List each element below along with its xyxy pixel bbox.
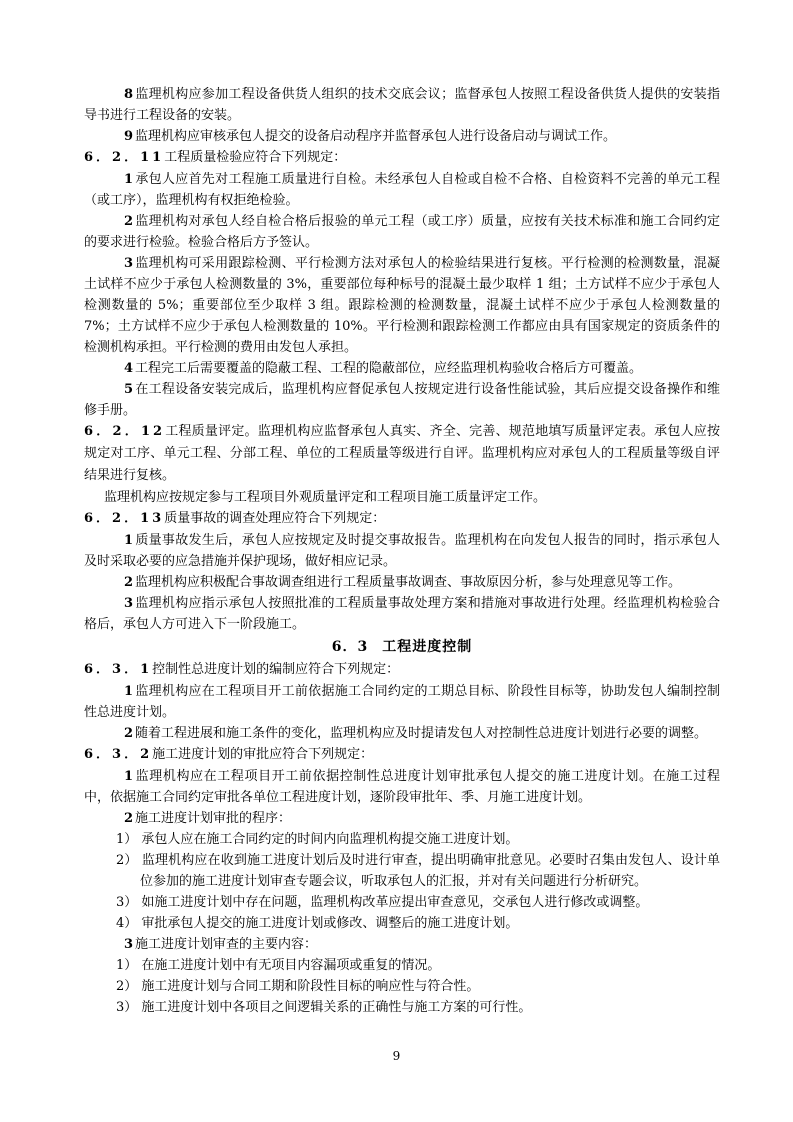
clause-number: 6．2．12 [84, 424, 166, 439]
paragraph-text: 随着工程进展和施工条件的变化，监理机构应及时提请发包人对控制性总进度计划进行必要的调整。 [135, 726, 708, 741]
clause [84, 508, 720, 530]
paragraph-text: 工程完工后需要覆盖的隐蔽工程、工程的隐蔽部位，应经监理机构验收合格后方可覆盖。 [135, 361, 643, 376]
list-item-text: 如施工进度计划中存在问题，监理机构改革应提出审查意见，交承包人进行修改或调整。 [141, 895, 649, 910]
paragraph [84, 211, 720, 253]
paragraph [84, 723, 720, 744]
section-title [84, 635, 720, 659]
clause-text: 工程质量评定。监理机构应监督承包人真实、齐全、完善、规范地填写质量评定表。承包人应按规定对工序、单元工程、分部工程、单位的工程质量等级进行自评。监理机构应对承包人的工程质量等级自评结果进行复核。 [84, 424, 720, 483]
clause [84, 421, 720, 487]
list-item-number: 3） [116, 1000, 138, 1015]
item-number: 4 [124, 361, 134, 376]
paragraph-text: 监理机构应积极配合事故调查组进行工程质量事故调查、事故原因分析，参与处理意见等工作。 [135, 575, 682, 590]
clause [84, 744, 720, 766]
list-item-number: 2） [116, 853, 138, 868]
list-item [84, 913, 720, 934]
paragraph-text: 施工进度计划审查的主要内容： [135, 937, 318, 952]
item-number: 1 [124, 684, 134, 699]
item-number: 1 [124, 172, 134, 187]
paragraph-text: 监理机构应按规定参与工程项目外观质量评定和工程项目施工质量评定工作。 [104, 490, 547, 505]
paragraph-text: 监理机构可采用跟踪检测、平行检测方法对承包人的检验结果进行复核。平行检测的检测数量，混凝土试样不应少于承包人检测数量的 3%，重要部位每种标号的混凝土最少取样 1 组；土方试样不应少于承包人检测数量的 5%；重要部位至少取样 3 组。跟踪检测的检测数量，混凝土试样不应少于承包人检测数量的 7%；土方试样不应少于承包人检测数量的 10%。平行检测和跟踪检测工作都应由具有国家规定的资质条件的检测机构承担。平行检测的费用由发包人承担。 [84, 256, 720, 355]
clause [84, 659, 720, 681]
paragraph-text: 承包人应首先对工程施工质量进行自检。未经承包人自检或自检不合格、自检资料不完善的单元工程（或工序），监理机构有权拒绝检验。 [84, 172, 720, 208]
clause-text: 施工进度计划的审批应符合下列规定： [152, 747, 374, 762]
item-number: 9 [124, 129, 134, 144]
clause-text: 质量事故的调查处理应符合下列规定： [164, 511, 386, 526]
item-number: 3 [124, 596, 134, 611]
list-item-number: 4） [116, 916, 138, 931]
paragraph [84, 169, 720, 211]
item-number: 2 [124, 726, 134, 741]
item-number: 3 [124, 937, 134, 952]
paragraph-text: 监理机构应在工程项目开工前依据施工合同约定的工期总目标、阶段性目标等，协助发包人编制控制性总进度计划。 [84, 684, 720, 720]
paragraph [84, 379, 720, 421]
list-item-text: 监理机构应在收到施工进度计划后及时进行审查，提出明确审批意见。必要时召集由发包人、设计单位参加的施工进度计划审查专题会议，听取承包人的汇报，并对有关问题进行分析研究。 [140, 853, 720, 889]
paragraph [84, 934, 720, 955]
clause-text: 工程质量检验应符合下列规定： [164, 150, 347, 165]
paragraph [84, 530, 720, 572]
paragraph [84, 253, 720, 358]
item-number: 1 [124, 533, 134, 548]
item-number: 2 [124, 575, 134, 590]
paragraph-text: 监理机构应审核承包人提交的设备启动程序并监督承包人进行设备启动与调试工作。 [135, 129, 617, 144]
list-item-text: 承包人应在施工合同约定的时间内向监理机构提交施工进度计划。 [141, 832, 519, 847]
list-item-number: 1） [116, 832, 138, 847]
list-item [84, 997, 720, 1018]
clause-number: 6．2．11 [84, 150, 165, 165]
list-item-text: 施工进度计划中各项目之间逻辑关系的正确性与施工方案的可行性。 [141, 1000, 532, 1015]
paragraph-text: 在工程设备安装完成后，监理机构应督促承包人按规定进行设备性能试验，其后应提交设备操作和维修手册。 [84, 382, 720, 418]
list-item-text: 施工进度计划与合同工期和阶段性目标的响应性与符合性。 [141, 979, 480, 994]
page-number: 9 [392, 1049, 401, 1063]
paragraph-text: 质量事故发生后，承包人应按规定及时提交事故报告。监理机构在向发包人报告的同时，指示承包人及时采取必要的应急措施并保护现场，做好相应记录。 [84, 533, 720, 569]
item-number: 8 [124, 87, 134, 102]
paragraph [84, 358, 720, 379]
document-body [84, 84, 720, 1018]
paragraph [84, 808, 720, 829]
list-item-number: 3） [116, 895, 138, 910]
clause-text: 控制性总进度计划的编制应符合下列规定： [152, 662, 400, 677]
item-number: 2 [124, 811, 134, 826]
clause-number: 6．2．13 [84, 511, 165, 526]
clause-number: 6．3．2 [84, 747, 153, 762]
list-item-number: 2） [116, 979, 138, 994]
list-item-text: 审批承包人提交的施工进度计划或修改、调整后的施工进度计划。 [141, 916, 519, 931]
paragraph-text: 监理机构应指示承包人按照批准的工程质量事故处理方案和措施对事故进行处理。经监理机构检验合格后，承包人方可进入下一阶段施工。 [84, 596, 720, 632]
list-item [84, 976, 720, 997]
paragraph [84, 572, 720, 593]
paragraph [84, 84, 720, 126]
item-number: 3 [124, 256, 134, 271]
list-item [84, 829, 720, 850]
item-number: 2 [124, 214, 134, 229]
list-item [84, 850, 720, 892]
paragraph-text: 监理机构应参加工程设备供货人组织的技术交底会议；监督承包人按照工程设备供货人提供的安装指导书进行工程设备的安装。 [84, 87, 720, 123]
paragraph-text: 施工进度计划审批的程序： [135, 811, 292, 826]
clause [84, 147, 720, 169]
list-item [84, 955, 720, 976]
paragraph [84, 681, 720, 723]
paragraph [84, 766, 720, 808]
paragraph [84, 487, 720, 508]
paragraph-text: 监理机构应在工程项目开工前依据控制性总进度计划审批承包人提交的施工进度计划。在施工过程中，依据施工合同约定审批各单位工程进度计划，逐阶段审批年、季、月施工进度计划。 [84, 769, 720, 805]
paragraph [84, 593, 720, 635]
list-item [84, 892, 720, 913]
item-number: 5 [124, 382, 134, 397]
clause-number: 6．3．1 [84, 662, 153, 677]
list-item-number: 1） [116, 958, 138, 973]
paragraph-text: 监理机构对承包人经自检合格后报验的单元工程（或工序）质量，应按有关技术标准和施工合同约定的要求进行检验。检验合格后方予签认。 [84, 214, 720, 250]
section-number: 6．3 [331, 639, 369, 655]
section-heading-text: 工程进度控制 [382, 639, 473, 655]
list-item-text: 在施工进度计划中有无项目内容漏项或重复的情况。 [141, 958, 441, 973]
paragraph [84, 126, 720, 147]
item-number: 1 [124, 769, 134, 784]
